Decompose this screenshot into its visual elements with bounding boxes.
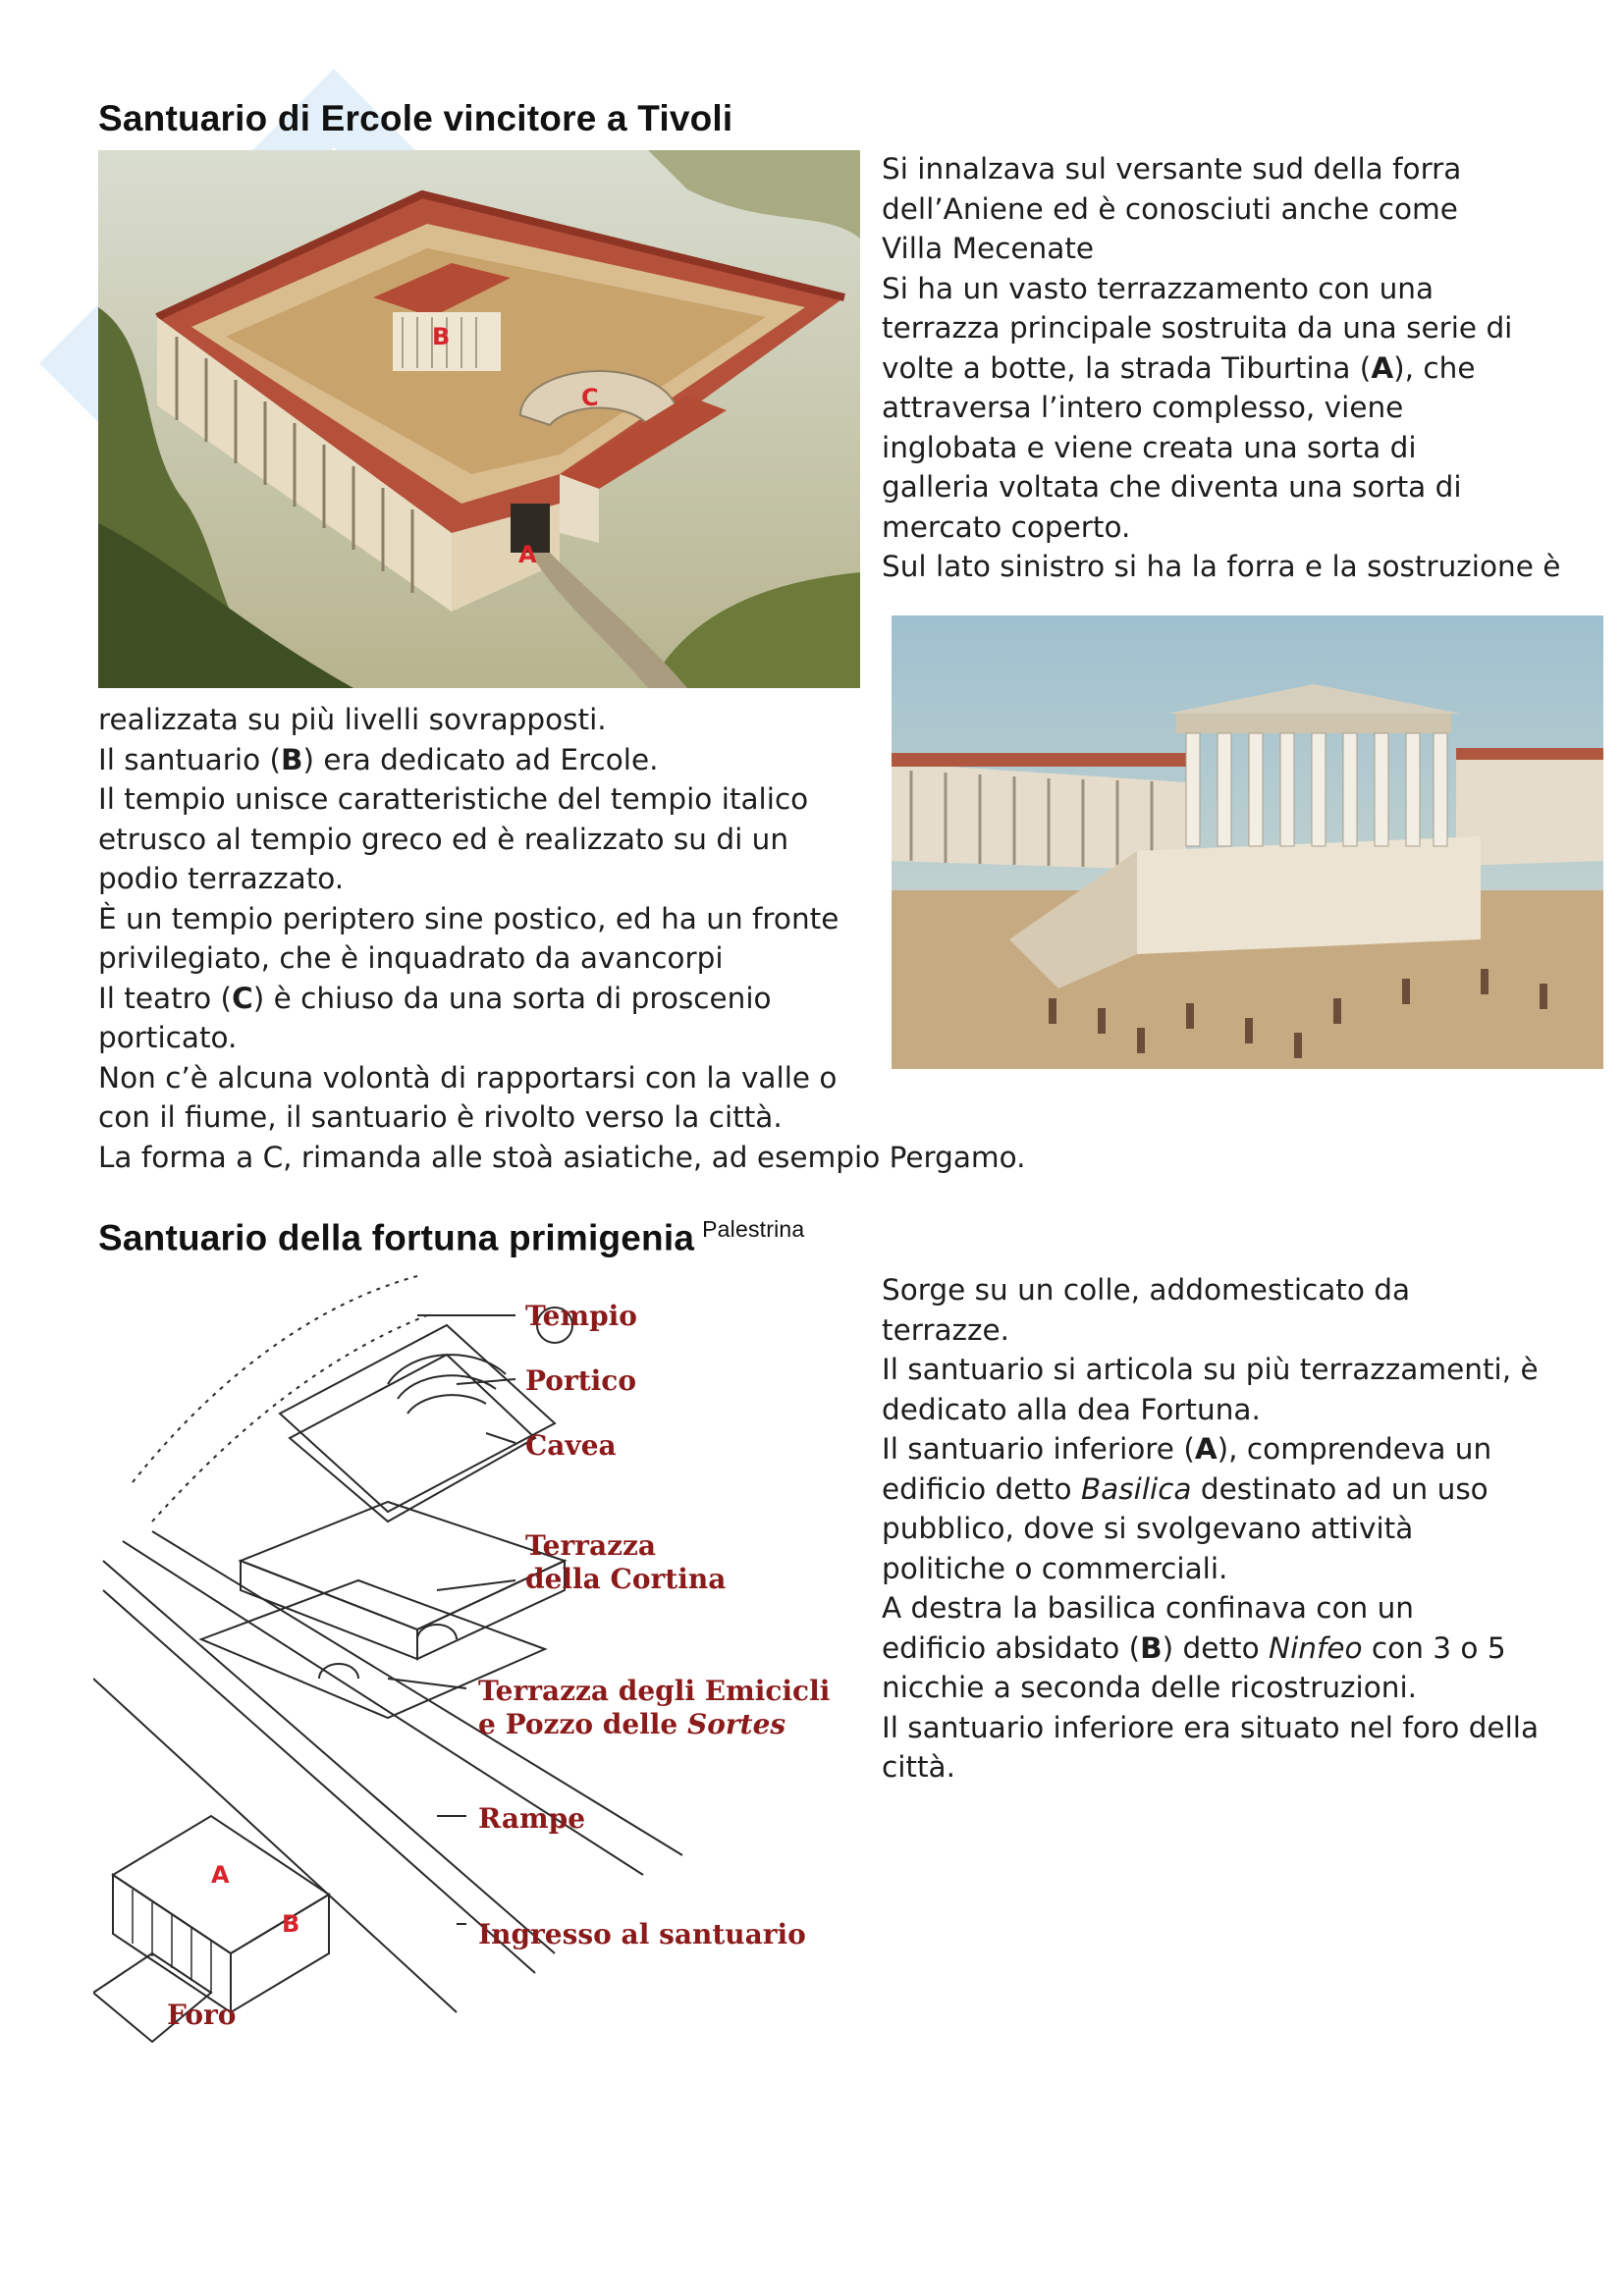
section2-title: Santuario della fortuna primigenia $^{Palestrina}$ — [98, 1216, 805, 1258]
label-della-cortina: della Cortina — [525, 1563, 727, 1595]
text-line: privilegiato, che è inquadrato da avancorpi — [98, 941, 724, 975]
text-line: podio terrazzato. — [98, 862, 345, 895]
text-line: città. — [882, 1750, 956, 1784]
marker-b: B — [432, 323, 451, 350]
section1-left-text — [98, 700, 1026, 1177]
text-line: A destra la basilica confinava con un — [882, 1591, 1415, 1625]
text-line: È un tempio periptero sine postico, ed ha un fronte — [98, 901, 839, 935]
marker-b-diagram: B — [282, 1910, 300, 1938]
label-ingresso: Ingresso al santuario — [478, 1918, 806, 1950]
label-terrazza: Terrazza — [525, 1529, 657, 1562]
text-line: Si ha un vasto terrazzamento con una — [882, 271, 1435, 305]
text-line: La forma a C, rimanda alle stoà asiatiche, ad esempio Pergamo. — [98, 1140, 1026, 1174]
text-line: galleria voltata che diventa una sorta di — [882, 470, 1462, 504]
text-line: Il santuario (B) era dedicato ad Ercole. — [98, 742, 659, 776]
text-line: Il teatro (C) è chiuso da una sorta di proscenio — [98, 981, 772, 1015]
label-portico: Portico — [525, 1364, 637, 1397]
text-line: mercato coperto. — [882, 509, 1131, 544]
text-line: volte a botte, la strada Tiburtina (A), che — [882, 350, 1476, 385]
marker-a-diagram: A — [211, 1861, 230, 1889]
section2-right-text — [882, 1270, 1539, 1788]
section1-title: Santuario di Ercole vincitore a Tivoli — [98, 98, 733, 138]
text-line: Il santuario inferiore (A), comprendeva un — [882, 1432, 1492, 1466]
text-line: inglobata e viene creata una sorta di — [882, 430, 1417, 464]
text-line: edificio absidato (B) detto Ninfeo con 3 o 5 — [882, 1630, 1506, 1665]
label-pozzo-sortes: e Pozzo delle Sortes — [478, 1708, 786, 1740]
text-line: terrazze. — [882, 1312, 1010, 1347]
text-line: edificio detto Basilica destinato ad un uso — [882, 1471, 1489, 1506]
text-line: politiche o commerciali. — [882, 1551, 1228, 1585]
label-rampe: Rampe — [478, 1802, 586, 1835]
tivoli-aerial-image — [98, 150, 860, 688]
text-line: Si innalzava sul versante sud della forra — [882, 152, 1462, 186]
text-line: Il tempio unisce caratteristiche del tempio italico — [98, 782, 809, 816]
text-line: pubblico, dove si svolgevano attività — [882, 1512, 1414, 1545]
text-line: terrazza principale sostruita da una serie di — [882, 311, 1513, 345]
label-terrazza-emicicli: Terrazza degli Emicicli — [478, 1675, 831, 1707]
palestrina-diagram — [93, 1266, 859, 2052]
text-line: etrusco al tempio greco ed è realizzato su di un — [98, 822, 789, 856]
text-line: Sorge su un colle, addomesticato da — [882, 1273, 1411, 1307]
label-cavea: Cavea — [525, 1429, 617, 1462]
text-line: Non c’è alcuna volontà di rapportarsi con la valle o — [98, 1060, 838, 1095]
text-line: Villa Mecenate — [882, 232, 1095, 265]
text-line: attraversa l’intero complesso, viene — [882, 391, 1404, 424]
marker-a: A — [518, 541, 537, 568]
section1-right-text — [882, 149, 1560, 587]
text-line: Sul lato sinistro si ha la forra e la sostruzione è — [882, 550, 1561, 583]
text-line: nicchie a seconda delle ricostruzioni. — [882, 1671, 1418, 1704]
text-line: Il santuario inferiore era situato nel foro della — [882, 1710, 1540, 1744]
label-foro: Foro — [167, 1999, 237, 2031]
label-tempio: Tempio — [525, 1300, 637, 1332]
text-line: porticato. — [98, 1021, 238, 1054]
text-line: con il fiume, il santuario è rivolto verso la città. — [98, 1100, 783, 1134]
text-line: dedicato alla dea Fortuna. — [882, 1392, 1261, 1426]
text-line: Il santuario si articola su più terrazzamenti, è — [882, 1353, 1539, 1386]
marker-c: C — [581, 384, 599, 411]
text-line: realizzata su più livelli sovrapposti. — [98, 703, 607, 736]
text-line: dell’Aniene ed è conosciuti anche come — [882, 191, 1458, 226]
section2-subtitle: Palestrina — [702, 1216, 805, 1242]
